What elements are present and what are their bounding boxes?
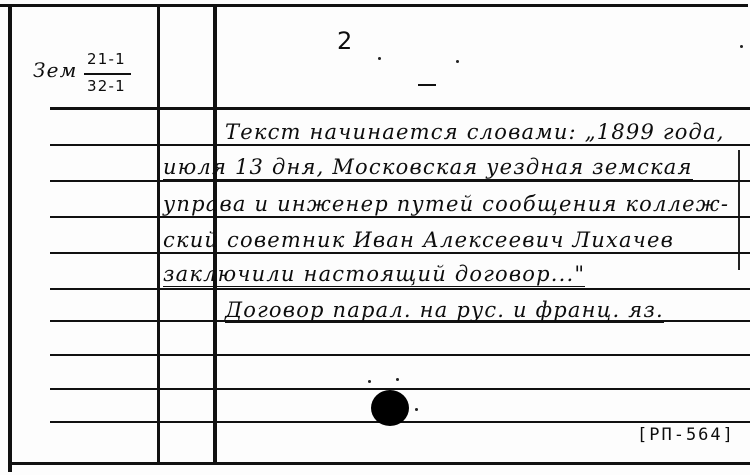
ruled-line — [50, 288, 750, 290]
ink-speck — [368, 380, 371, 383]
ink-speck — [456, 60, 459, 63]
archive-reference-numerator: 21-1 — [87, 50, 126, 68]
text-line-4: ский советник Иван Алексеевич Лихачев — [163, 228, 675, 252]
page-number: 2 — [337, 27, 354, 55]
ruled-line — [50, 388, 750, 390]
text-line-2: июля 13 дня, Московская уездная земская — [163, 155, 693, 179]
dash-mark — [418, 84, 436, 86]
text-line-5: заключили настоящий договор..." — [163, 262, 586, 286]
text-line-1: Текст начинается словами: „1899 года, — [225, 120, 725, 144]
ruled-line — [50, 354, 750, 356]
ink-speck — [740, 45, 743, 48]
text-line-6: Договор парал. на рус. и франц. яз. — [225, 298, 664, 322]
card-border-bottom — [8, 462, 750, 465]
margin-rule-left — [157, 4, 160, 462]
ruled-line — [50, 180, 750, 182]
archive-reference-denominator: 32-1 — [87, 77, 126, 95]
card-border-top — [0, 4, 748, 7]
fraction-bar — [84, 73, 131, 75]
text-line-3: управа и инженер путей сообщения коллеж- — [163, 192, 730, 216]
ink-speck — [415, 408, 418, 411]
archive-reference-prefix: Зем — [33, 58, 78, 82]
catalog-code: [РП-564] — [637, 425, 735, 445]
ruled-line — [50, 107, 750, 110]
ink-speck — [378, 57, 381, 60]
card-border-left — [8, 4, 12, 472]
ink-speck — [396, 378, 399, 381]
ink-blot — [371, 390, 409, 426]
